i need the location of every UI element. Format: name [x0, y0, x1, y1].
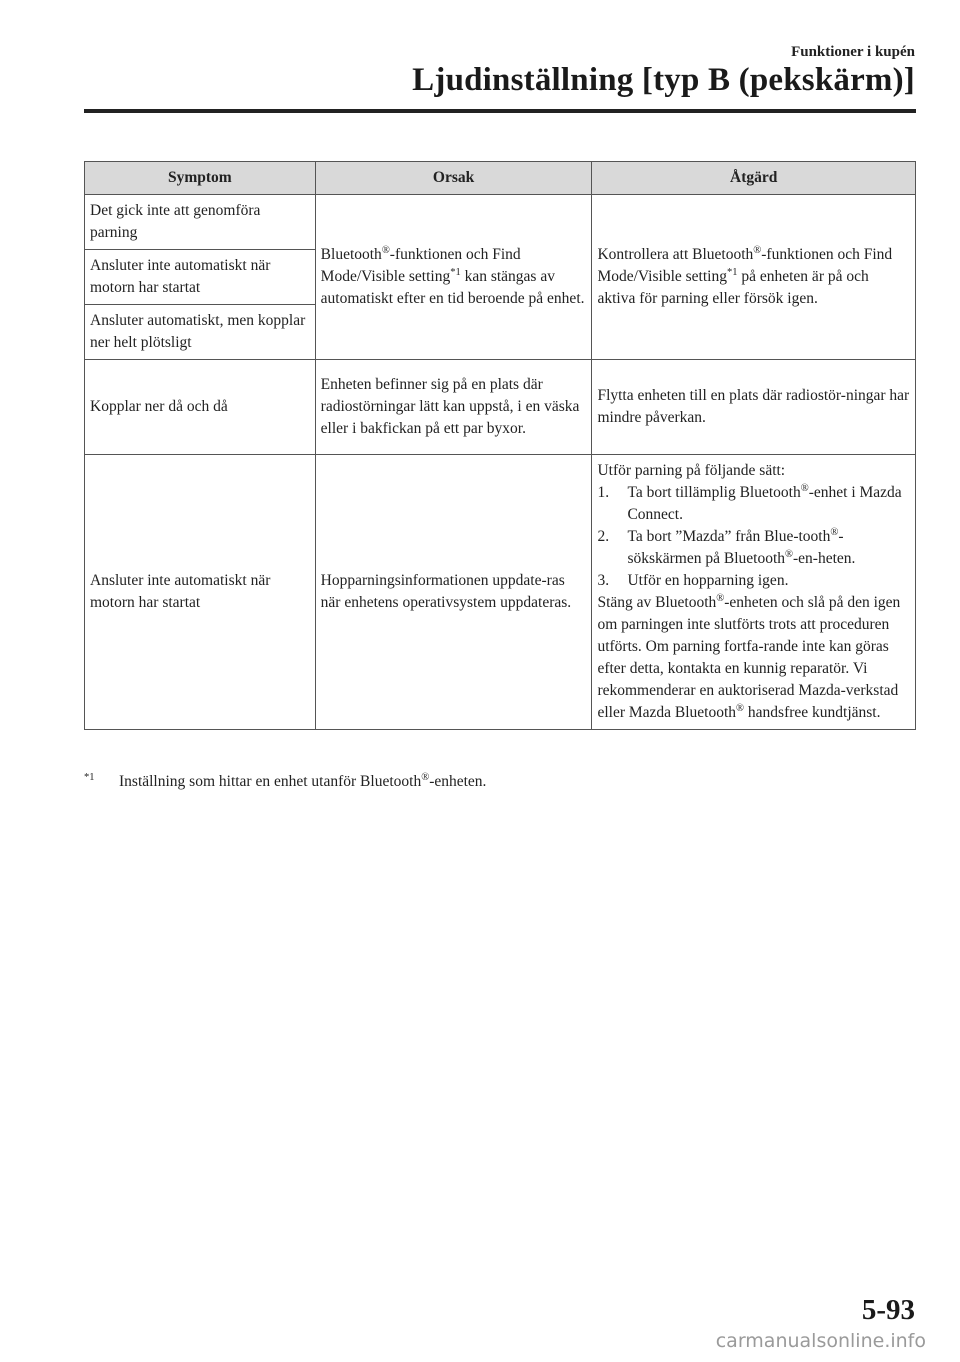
table-header-row [85, 162, 916, 195]
footnote: $^{*1}$ Inställning som hittar en enhet utanför Bluetooth®-enheten. [84, 771, 487, 790]
header-symptom: Symptom [85, 162, 316, 195]
page-number: 5-93 [861, 1294, 915, 1326]
symptom-cell: Ansluter automatiskt, men kopplar ner helt plötsligt [85, 305, 316, 360]
atgard-intro: Utför parning på följande sätt: [597, 462, 786, 479]
list-item: 2. Ta bort ”Mazda” från Blue-tooth®-sökskärmen på Bluetooth®-en-heten. [597, 526, 856, 567]
orsak-cell: Bluetooth®-funktionen och Find Mode/Visible setting$^{*1}$ kan stängas av automatiskt efter en tid beroende på enhet. [315, 195, 592, 360]
symptom-cell: Det gick inte att genomföra parning [85, 195, 316, 250]
table-row [85, 455, 916, 730]
list-item: 1. Ta bort tillämplig Bluetooth®-enhet i Mazda Connect. [597, 482, 902, 523]
atgard-cell: Kontrollera att Bluetooth®-funktionen och Find Mode/Visible setting$^{*1}$ på enheten är på och aktiva för parning eller försök igen. [592, 195, 916, 360]
title-rule [84, 109, 916, 113]
footnote-mark: *1 [84, 771, 95, 783]
table-row [85, 360, 916, 455]
page-title: Ljudinställning [typ B (pekskärm)] [412, 62, 915, 98]
atgard-cell [592, 455, 916, 730]
table-row [85, 195, 916, 250]
atgard-outro: Stäng av Bluetooth®-enheten och slå på den igen om parningen inte slutförts trots att proceduren utförts. Om parning fortfa-rande inte kan göras efter detta, kontakta en kunnig reparatör. Vi rekommenderar en auktoriserad Mazda-verkstad eller Mazda Bluetooth® handsfree kundtjänst. [597, 592, 901, 721]
orsak-cell: Hopparningsinformationen uppdate-ras när enhetens operativsystem uppdateras. [315, 455, 592, 730]
section-label: Funktioner i kupén [791, 44, 915, 60]
troubleshooting-table [84, 161, 916, 730]
step-list [597, 482, 910, 592]
symptom-cell: Ansluter inte automatiskt när motorn har startat [85, 455, 316, 730]
atgard-cell: Flytta enheten till en plats där radiostör-ningar har mindre påverkan. [592, 360, 916, 455]
symptom-cell: Kopplar ner då och då [85, 360, 316, 455]
header-atgard: Åtgärd [592, 162, 916, 195]
list-item: 3. Utför en hopparning igen. [597, 572, 789, 589]
watermark: carmanualsonline.info [715, 1330, 926, 1352]
header-orsak: Orsak [315, 162, 592, 195]
symptom-cell: Ansluter inte automatiskt när motorn har startat [85, 250, 316, 305]
orsak-cell: Enheten befinner sig på en plats där radiostörningar lätt kan uppstå, i en väska eller i bakfickan på ett par byxor. [315, 360, 592, 455]
